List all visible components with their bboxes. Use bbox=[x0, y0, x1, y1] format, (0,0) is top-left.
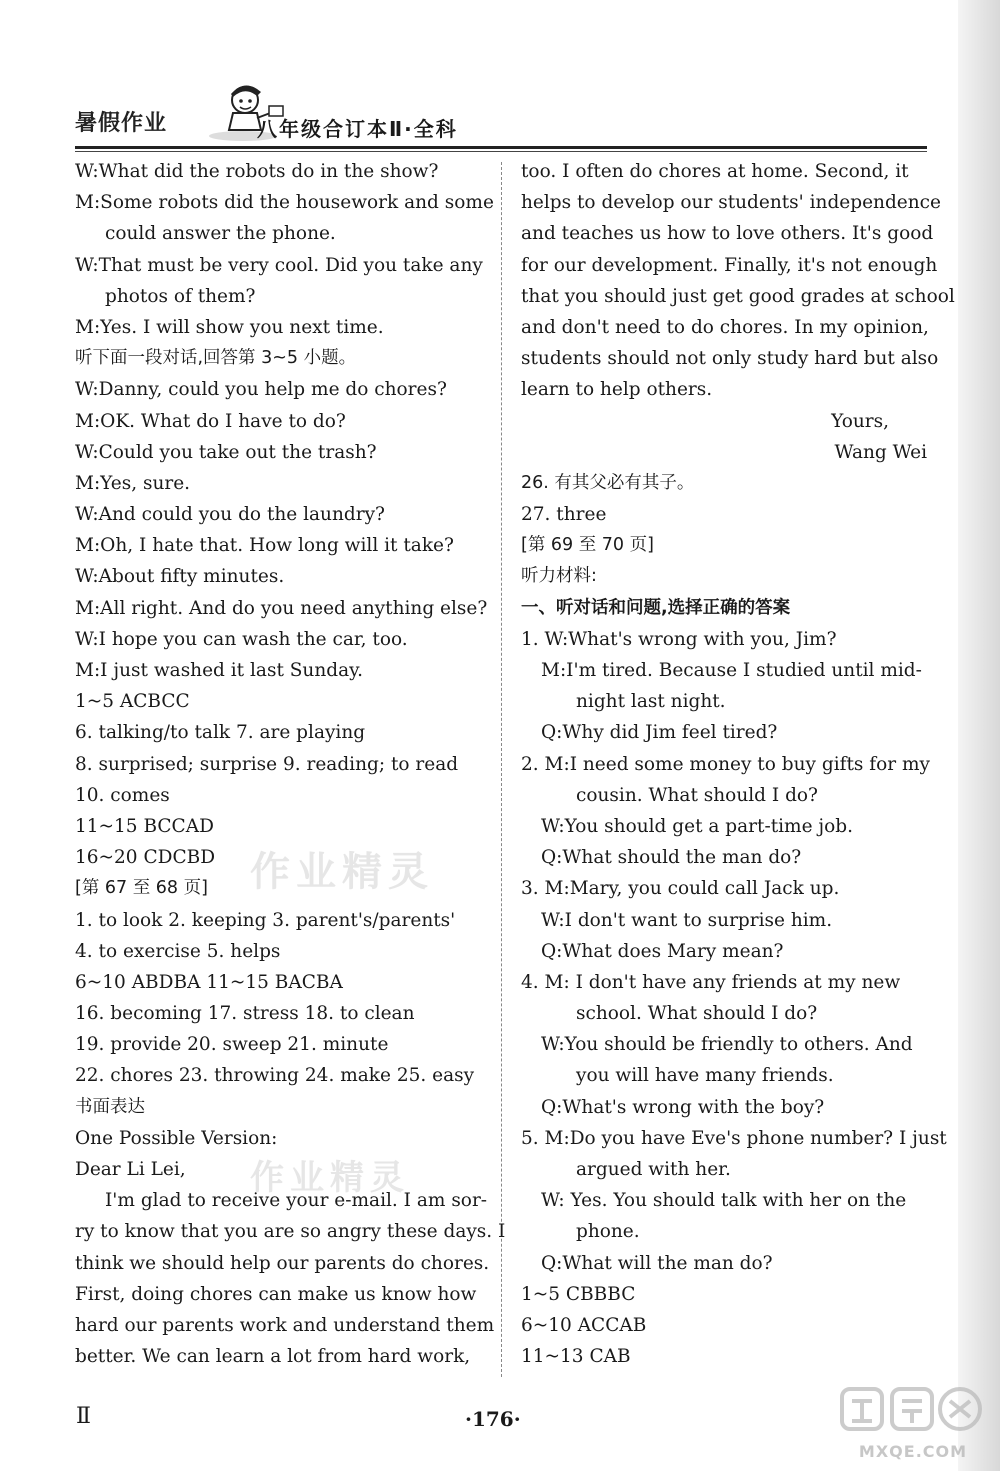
text-line: First, doing chores can make us know how bbox=[75, 1283, 477, 1305]
text-line: Q:What's wrong with the boy? bbox=[541, 1096, 825, 1118]
text-line: 听力材料: bbox=[521, 566, 597, 587]
text-line: better. We can learn a lot from hard work, bbox=[75, 1346, 471, 1368]
text-line: W:That must be very cool. Did you take any bbox=[75, 254, 483, 276]
text-line: Q:What will the man do? bbox=[541, 1252, 773, 1274]
page-number: ·176· bbox=[465, 1407, 521, 1431]
text-line: 4. to exercise 5. helps bbox=[75, 940, 281, 962]
page-edge-shadow bbox=[958, 0, 1000, 1471]
header-rule bbox=[75, 146, 927, 149]
faint-stamp-1: 作业精灵 bbox=[250, 849, 434, 895]
text-line: W:I hope you can wash the car, too. bbox=[75, 628, 408, 650]
text-line: 1. to look 2. keeping 3. parent's/parents' bbox=[75, 909, 456, 931]
text-line: learn to help others. bbox=[521, 379, 713, 401]
text-line: 19. provide 20. sweep 21. minute bbox=[75, 1034, 389, 1056]
text-line: M:Oh, I hate that. How long will it take? bbox=[75, 535, 454, 557]
text-line: 22. chores 23. throwing 24. make 25. easy bbox=[75, 1065, 475, 1087]
text-line: [第 69 至 70 页] bbox=[521, 535, 654, 556]
text-line: M:Yes, sure. bbox=[75, 472, 191, 494]
text-line: W:I don't want to surprise him. bbox=[541, 909, 833, 931]
text-line: 6~10 ABDBA 11~15 BACBA bbox=[75, 971, 343, 993]
text-line: Q:What does Mary mean? bbox=[541, 940, 784, 962]
text-line: cousin. What should I do? bbox=[576, 784, 818, 806]
header-rule-thin bbox=[75, 151, 927, 152]
column-divider bbox=[501, 162, 503, 1377]
text-line: think we should help our parents do chores. bbox=[75, 1252, 490, 1274]
faint-stamp-2: 作业精灵 bbox=[250, 1158, 410, 1198]
text-line: W:You should get a part-time job. bbox=[541, 815, 854, 837]
text-line: Dear Li Lei, bbox=[75, 1159, 186, 1180]
brand-logo bbox=[75, 106, 167, 137]
watermark-logo-icon bbox=[838, 1383, 988, 1439]
text-line: 6. talking/to talk 7. are playing bbox=[75, 722, 366, 744]
text-line: that you should just get good grades at school bbox=[521, 285, 955, 307]
text-line: W:What did the robots do in the show? bbox=[75, 161, 439, 182]
text-line: M:OK. What do I have to do? bbox=[75, 410, 346, 432]
text-line: 26. 有其父必有其子。 bbox=[521, 472, 695, 493]
text-line: photos of them? bbox=[105, 285, 256, 307]
text-line: M:All right. And do you need anything else? bbox=[75, 597, 488, 619]
text-line: night last night. bbox=[576, 691, 726, 713]
text-line: argued with her. bbox=[576, 1159, 731, 1180]
text-line: W:Could you take out the trash? bbox=[75, 441, 377, 463]
text-line: 6~10 ACCAB bbox=[521, 1314, 647, 1336]
text-line: 1. W:What's wrong with you, Jim? bbox=[521, 628, 837, 650]
text-line: 1~5 ACBCC bbox=[75, 691, 190, 713]
text-line: 27. three bbox=[521, 504, 607, 526]
text-line: 10. comes bbox=[75, 784, 170, 806]
text-line: too. I often do chores at home. Second, it bbox=[521, 161, 909, 182]
text-line: 11~15 BCCAD bbox=[75, 815, 214, 837]
text-line: I'm glad to receive your e-mail. I am sor- bbox=[105, 1190, 488, 1212]
text-line: Q:Why did Jim feel tired? bbox=[541, 722, 778, 744]
text-line: ry to know that you are so angry these days. I bbox=[75, 1221, 506, 1243]
text-line: and teaches us how to love others. It's good bbox=[521, 223, 934, 245]
text-line: 16~20 CDCBD bbox=[75, 847, 216, 869]
text-line: you will have many friends. bbox=[576, 1065, 834, 1087]
volume-mark: Ⅱ bbox=[76, 1404, 91, 1429]
text-line: helps to develop our students' independence bbox=[521, 192, 941, 214]
text-line: 16. becoming 17. stress 18. to clean bbox=[75, 1003, 415, 1025]
text-line: Q:What should the man do? bbox=[541, 847, 802, 869]
text-line: W:You should be friendly to others. And bbox=[541, 1034, 913, 1056]
text-line: W:And could you do the laundry? bbox=[75, 504, 385, 526]
text-line: M:I'm tired. Because I studied until mid- bbox=[541, 660, 922, 681]
text-line: M:Yes. I will show you next time. bbox=[75, 316, 384, 338]
text-line: [第 67 至 68 页] bbox=[75, 878, 208, 899]
text-line: phone. bbox=[576, 1221, 640, 1243]
text-line: for our development. Finally, it's not enough bbox=[521, 254, 938, 276]
watermark-text: MXQE.COM bbox=[858, 1442, 968, 1461]
text-line: 8. surprised; surprise 9. reading; to read bbox=[75, 753, 459, 775]
text-line: and don't need to do chores. In my opinion, bbox=[521, 316, 929, 338]
text-line: school. What should I do? bbox=[576, 1003, 818, 1025]
page-header bbox=[75, 78, 927, 158]
text-line: 11~13 CAB bbox=[521, 1346, 631, 1368]
right-column bbox=[521, 156, 955, 1372]
text-line: Yours, bbox=[831, 410, 889, 432]
text-line: 2. M:I need some money to buy gifts for my bbox=[521, 753, 930, 775]
text-line: hard our parents work and understand them bbox=[75, 1314, 495, 1336]
text-line: 听下面一段对话,回答第 3~5 小题。 bbox=[75, 348, 357, 369]
text-line: M:I just washed it last Sunday. bbox=[75, 660, 364, 681]
text-line: 5. M:Do you have Eve's phone number? I just bbox=[521, 1127, 947, 1149]
text-line: Wang Wei bbox=[834, 441, 927, 463]
text-line: students should not only study hard but also bbox=[521, 348, 939, 370]
text-line: W:About fifty minutes. bbox=[75, 566, 285, 588]
text-line: 3. M:Mary, you could call Jack up. bbox=[521, 878, 840, 900]
text-line: One Possible Version: bbox=[75, 1127, 278, 1149]
text-line: W:Danny, could you help me do chores? bbox=[75, 379, 447, 401]
text-line: could answer the phone. bbox=[105, 223, 336, 245]
book-title-text: 八年级合订本Ⅱ·全科 bbox=[257, 117, 458, 141]
text-line: 1~5 CBBBC bbox=[521, 1283, 636, 1305]
brand-text: 暑假作业 bbox=[75, 110, 168, 136]
text-line: W: Yes. You should talk with her on the bbox=[541, 1190, 907, 1212]
text-line: 书面表达 bbox=[75, 1096, 145, 1117]
text-line: 一、听对话和问题,选择正确的答案 bbox=[521, 597, 791, 618]
text-line: 4. M: I don't have any friends at my new bbox=[521, 971, 901, 993]
text-line: M:Some robots did the housework and some bbox=[75, 192, 494, 214]
site-watermark bbox=[838, 1383, 988, 1461]
